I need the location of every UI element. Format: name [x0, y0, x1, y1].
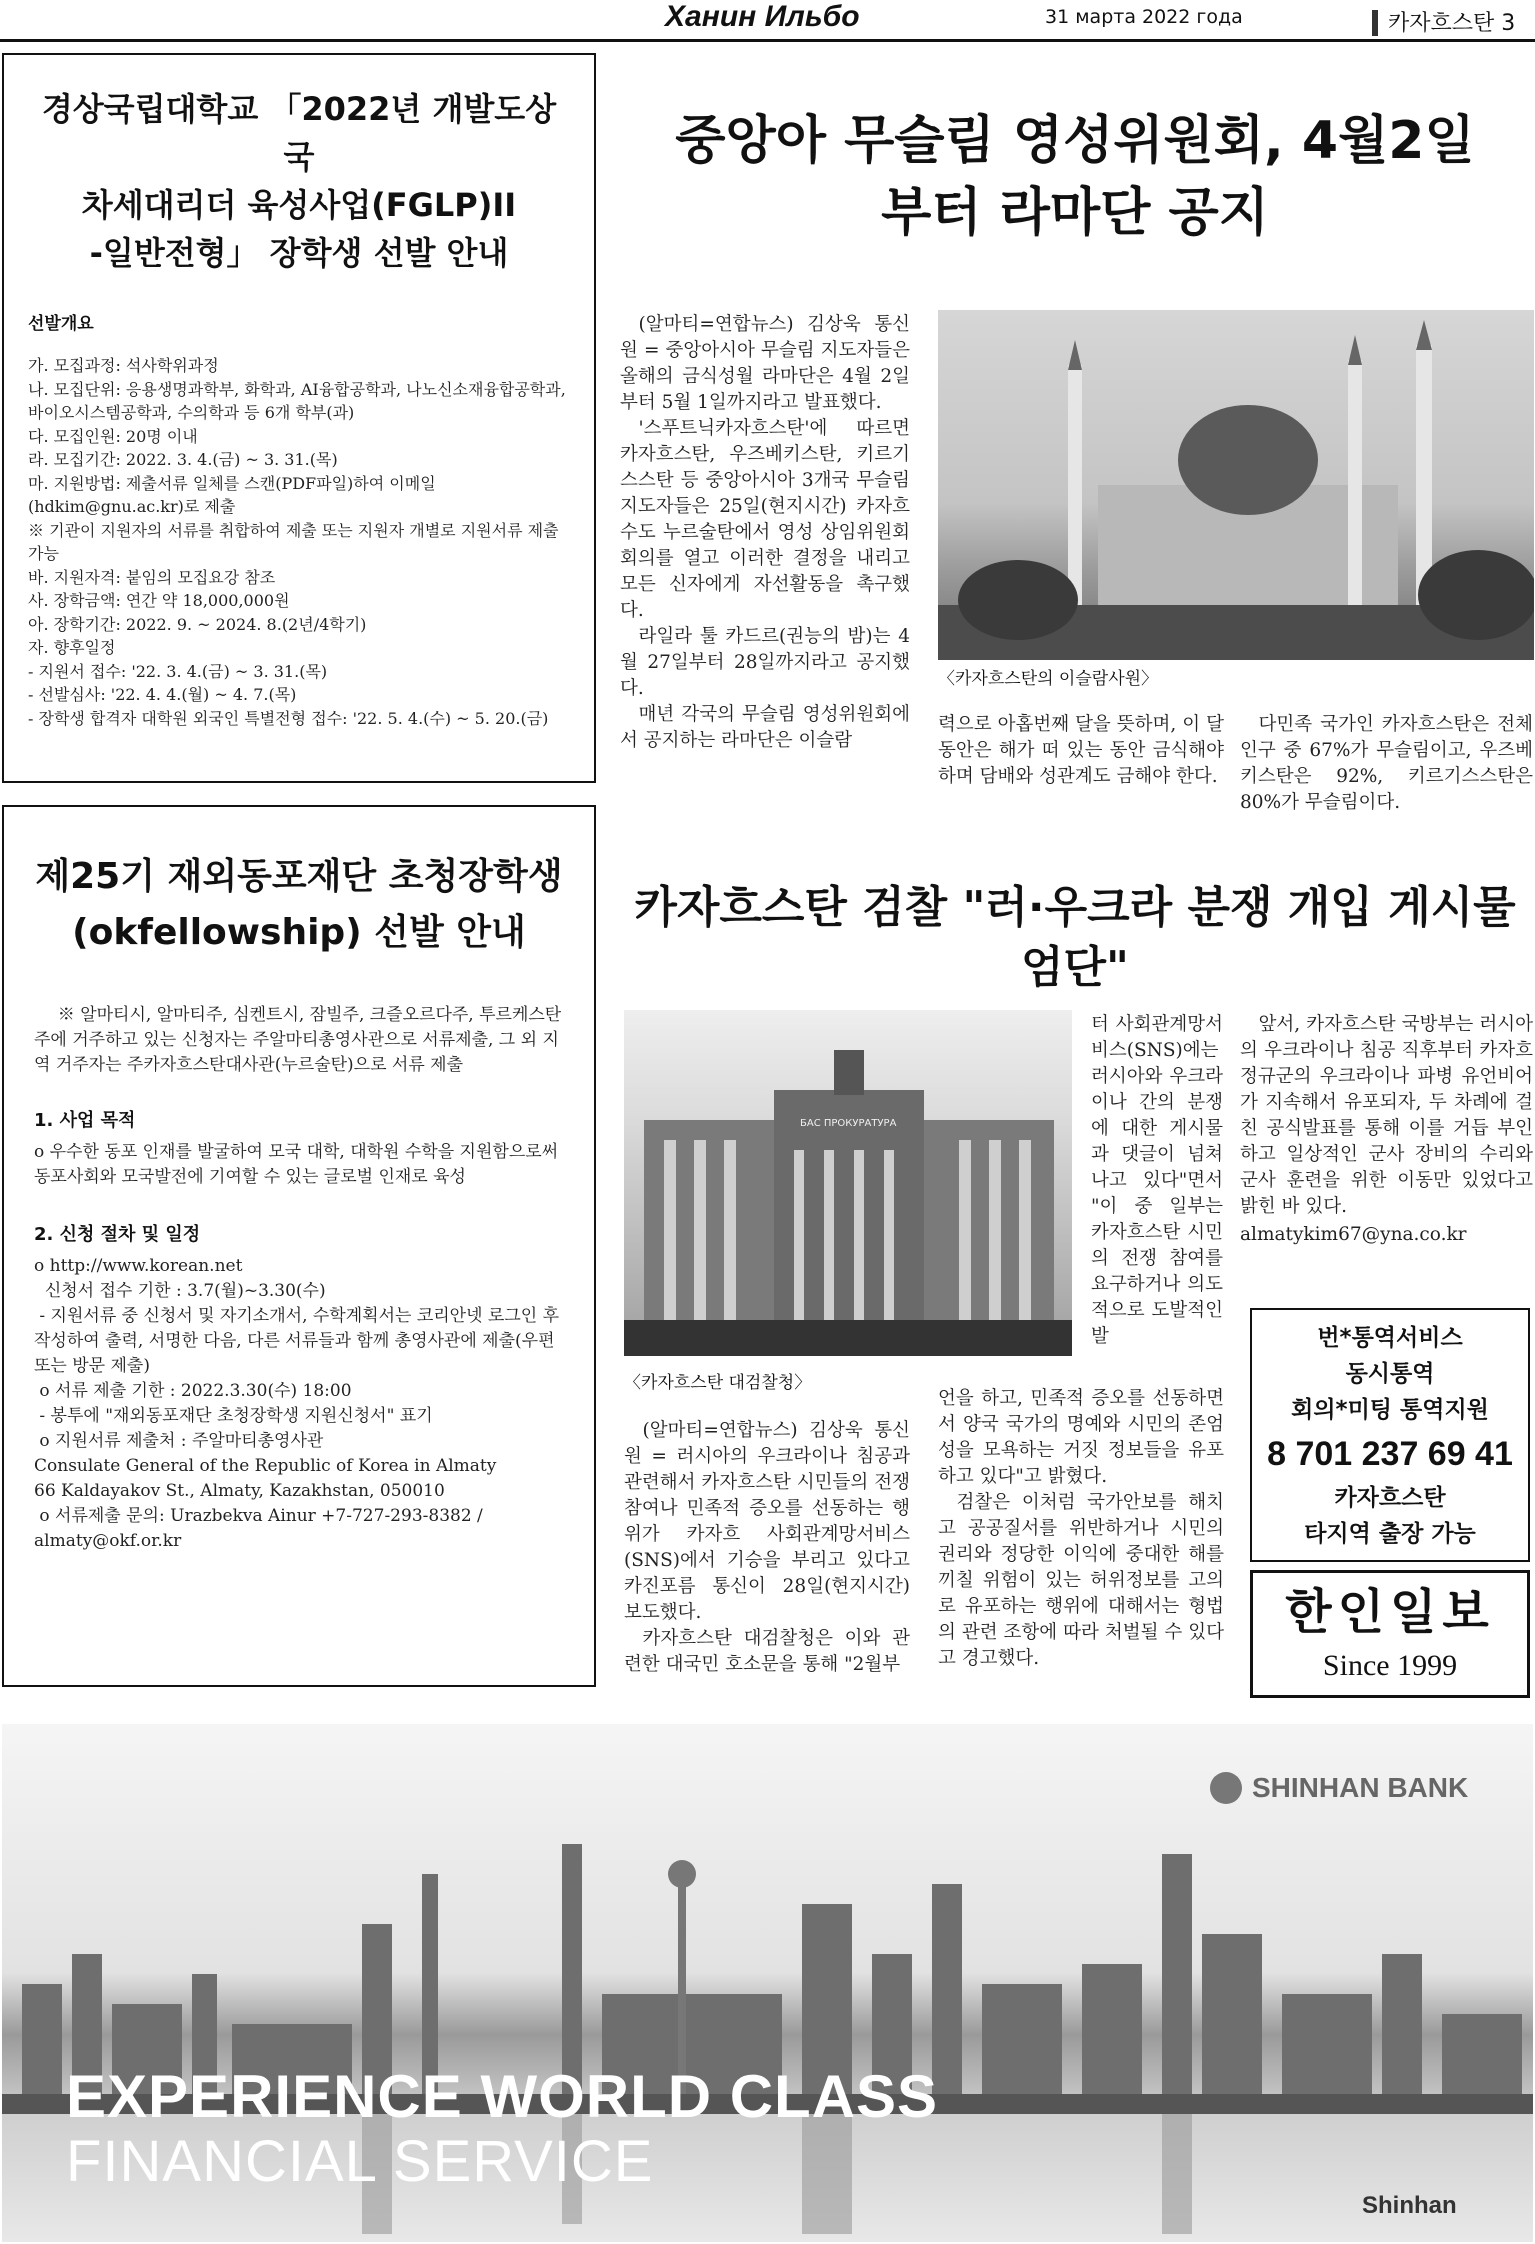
ad-line: 동시통역: [1345, 1361, 1435, 1387]
section-label: 카자흐스탄 3: [1388, 11, 1516, 36]
notice-title-line: 차세대리더 육성사업(FGLP)II: [81, 186, 517, 224]
masthead-rule: [0, 39, 1535, 42]
ad-line: 카자흐스탄: [1334, 1485, 1446, 1511]
article-paragraph: 터 사회관계망서비스(SNS)에는 러시아와 우크라이나 간의 분쟁에 대한 게시물과 댓글이 넘쳐나고 있다"면서 "이 중 일부는 카자흐스탄 시민의 전쟁 참여를 요구하거나 의도적으로 도발적인 발: [1091, 1014, 1223, 1347]
article-prosecutor-col2-top: [1091, 1012, 1223, 1350]
notice-line: 자. 향후일정: [28, 638, 116, 657]
headline-line: 부터 라마단 공지: [881, 183, 1269, 243]
since-label: Since 1999: [1322, 1649, 1458, 1682]
notice-line: 아. 장학기간: 2022. 9. ~ 2024. 8.(2년/4학기): [28, 614, 367, 634]
article-ramadan-col1: [620, 312, 910, 754]
article-paragraph: (알마티=연합뉴스) 김상욱 통신원 = 중앙아시아 무슬림 지도자들은 올해의 금식성월 라마단은 4월 2일부터 5월 1일까지라고 발표했다.: [620, 314, 910, 413]
article-paragraph: 언을 하고, 민족적 증오를 선동하면서 양국 국가의 명예와 시민의 존엄성을 모욕하는 거짓 정보들을 유포하고 있다"고 밝혔다.: [938, 1388, 1224, 1487]
notice-title-line: (okfellowship) 선발 안내: [72, 912, 526, 953]
article-paragraph: (알마티=연합뉴스) 김상욱 통신원 = 러시아의 우크라이나 침공과 관련해서 카자흐스탄 시민들의 전쟁참여나 민족적 증오를 선동하는 행위가 카자흐 사회관계망서비스(SNS)에서 기승을 부리고 있다고 카진포름 통신이 28일(현지시간) 보도했다.: [624, 1420, 910, 1623]
shinhan-logo-icon: [1210, 1772, 1242, 1804]
article-byline: almatykim67@yna.co.kr: [1240, 1224, 1467, 1245]
notice-line: - 지원서 접수: '22. 3. 4.(금) ~ 3. 31.(목): [28, 661, 328, 681]
building-sign: БАС ПРОКУРАТУРА: [800, 1118, 897, 1129]
notice-line: 66 Kaldayakov St., Almaty, Kazakhstan, 050010: [34, 1481, 445, 1501]
article-paragraph: 앞서, 카자흐스탄 국방부는 러시아의 우크라이나 침공 직후부터 카자흐 정규군의 우크라이나 파병 유언비어가 지속해서 유포되자, 두 차례에 걸친 공식발표를 통해 이를 거듭 부인하고 일상적인 군사 장비의 수리와 군사 훈련을 위한 이동만 있었다고 밝힌 바 있다.: [1240, 1014, 1533, 1217]
shinhan-corner-logo: Shinhan: [1362, 2192, 1457, 2219]
notice-section-list: [34, 1254, 564, 1554]
prosecutor-photo-caption: 〈카자흐스탄 대검찰청〉: [624, 1373, 812, 1393]
article-paragraph: 라일라 툴 카드르(권능의 밤)는 4월 27일부터 28일까지라고 공지했다.: [620, 626, 910, 699]
article-ramadan-col2: [938, 712, 1224, 790]
notice-title: [28, 85, 570, 277]
shinhan-brand-name: SHINHAN BANK: [1252, 1772, 1469, 1803]
issue-date: 31 марта 2022 года: [1045, 6, 1243, 28]
notice-section-title: 2. 신청 절차 및 일정: [34, 1224, 201, 1245]
article-prosecutor-col3: [1240, 1012, 1533, 1248]
paper-name: Ханин Ильбо: [665, 0, 860, 33]
notice-line: 나. 모집단위: 응용생명과학부, 화학과, AI융합공학과, 나노신소재융합공학과, 바이오시스템공학과, 수의학과 등 6개 학부(과): [28, 379, 571, 422]
article-prosecutor-col2-bottom: [938, 1386, 1224, 1672]
article-prosecutor-headline: 카자흐스탄 검찰 "러·우크라 분쟁 개입 게시물 엄단": [634, 882, 1516, 993]
hanin-ilbo-logo: 한인일보: [1285, 1584, 1495, 1640]
article-paragraph: 다민족 국가인 카자흐스탄은 전체인구 중 67%가 무슬림이고, 우즈베키스탄은 92%, 키르기스스탄은 80%가 무슬림이다.: [1240, 714, 1533, 813]
notice-gnu-scholarship: [2, 53, 596, 783]
mosque-illustration: [938, 310, 1534, 660]
article-prosecutor-col1: [624, 1418, 910, 1678]
shinhan-bank-ad: [2, 1724, 1533, 2242]
notice-line: o 지원서류 제출처 : 주알마티총영사관: [34, 1431, 324, 1451]
ad-phone-number: 8 701 237 69 41: [1267, 1435, 1513, 1473]
notice-intro: ※ 알마티시, 알마티주, 심켄트시, 잠빌주, 크즐오르다주, 투르케스탄주에 거주하고 있는 신청자는 주알마티총영사관으로 서류제출, 그 외 지역 거주자는 주카자흐스탄대사관(누르술탄)으로 서류 제출: [34, 1005, 562, 1075]
notice-title-line: 경상국립대학교 「2022년 개발도상국: [41, 90, 557, 176]
ad-line: 번*통역서비스: [1317, 1325, 1463, 1351]
hanin-ilbo-logo-box: [1250, 1570, 1530, 1698]
notice-title-line: -일반전형」 장학생 선발 안내: [89, 234, 509, 272]
building-illustration: [624, 1010, 1072, 1356]
article-ramadan-col3: [1240, 712, 1533, 816]
mosque-photo: [938, 310, 1534, 660]
notice-line: Consulate General of the Republic of Korea in Almaty: [34, 1456, 497, 1476]
notice-line: - 봉투에 "재외동포재단 초청장학생 지원신청서" 표기: [34, 1406, 433, 1426]
notice-line: ※ 기관이 지원자의 서류를 취합하여 제출 또는 지원자 개별로 지원서류 제출 가능: [28, 520, 564, 563]
section-marker: [1372, 10, 1378, 36]
notice-line: 바. 지원자격: 붙임의 모집요강 참조: [28, 567, 276, 587]
notice-line: o 서류제출 문의: Urazbekva Ainur +7-727-293-8382 / almaty@okf.or.kr: [34, 1506, 489, 1551]
notice-okf-scholarship: [2, 805, 596, 1687]
ad-slogan-line2: FINANCIAL SERVICE: [66, 2129, 654, 2194]
article-paragraph: 검찰은 이처럼 국가안보를 해치고 공공질서를 위반하거나 시민의 권리와 정당한 이익에 중대한 해를 끼칠 위험이 있는 허위정보를 고의로 유포하는 행위에 대해서는 형법의 관련 조항에 따라 처벌될 수 있다고 경고했다.: [938, 1492, 1224, 1669]
notice-line: - 지원서류 중 신청서 및 자기소개서, 수학계획서는 코리안넷 로그인 후 작성하여 출력, 서명한 다음, 다른 서류들과 함께 총영사관에 제출(우편 또는 방문 제출): [34, 1306, 565, 1376]
notice-line: - 선발심사: '22. 4. 4.(월) ~ 4. 7.(목): [28, 685, 297, 704]
notice-line: o 서류 제출 기한 : 2022.3.30(수) 18:00: [34, 1381, 352, 1401]
notice-line: 마. 지원방법: 제출서류 일체를 스캔(PDF파일)하여 이메일(hdkim@gnu.ac.kr)로 제출: [28, 473, 436, 516]
notice-section-title: 선발개요: [28, 314, 94, 334]
notice-line: 가. 모집과정: 석사학위과정: [28, 356, 219, 375]
ad-line: 회의*미팅 통역지원: [1291, 1397, 1489, 1423]
mosque-photo-caption: 〈카자흐스탄의 이슬람사원〉: [938, 669, 1159, 689]
notice-section-title: 1. 사업 목적: [34, 1110, 136, 1131]
notice-line: 라. 모집기간: 2022. 3. 4.(금) ~ 3. 31.(목): [28, 450, 338, 469]
notice-line: 신청서 접수 기한 : 3.7(월)~3.30(수): [34, 1281, 326, 1301]
notice-title-line: 제25기 재외동포재단 초청장학생: [35, 856, 563, 897]
notice-body: [28, 354, 570, 730]
article-paragraph: 력으로 아홉번째 달을 뜻하며, 이 달 동안은 해가 떠 있는 동안 금식해야 하며 담배와 성관계도 금해야 한다.: [938, 714, 1224, 787]
notice-line: o http://www.korean.net: [34, 1256, 243, 1276]
ad-line: 타지역 출장 가능: [1304, 1521, 1476, 1547]
headline-line: 중앙아 무슬림 영성위원회, 4월2일: [675, 111, 1475, 171]
article-ramadan-headline: [620, 105, 1530, 249]
article-paragraph: 매년 각국의 무슬림 영성위원회에서 공지하는 라마단은 이슬람: [620, 704, 910, 751]
prosecutor-building-photo: [624, 1010, 1072, 1356]
notice-line: 다. 모집인원: 20명 이내: [28, 426, 198, 446]
article-paragraph: '스푸트닉카자흐스탄'에 따르면 카자흐스탄, 우즈베키스탄, 키르기스스탄 등 중앙아시아 3개국 무슬림 지도자들은 25일(현지시간) 카자흐 수도 누르술탄에서 영성 상임위원회 회의를 열고 이러한 결정을 내리고 모든 신자에게 자선활동을 촉구했다.: [620, 418, 910, 621]
translation-service-ad: [1250, 1308, 1530, 1562]
ad-slogan-line1: EXPERIENCE WORLD CLASS: [66, 2063, 939, 2130]
article-paragraph: 카자흐스탄 대검찰청은 이와 관련한 대국민 호소문을 통해 "2월부: [624, 1628, 910, 1675]
notice-section-text: o 우수한 동포 인재를 발굴하여 모국 대학, 대학원 수학을 지원함으로써 동포사회와 모국발전에 기여할 수 있는 글로벌 인재로 육성: [34, 1142, 559, 1187]
notice-title: [34, 849, 564, 961]
masthead: [0, 0, 1535, 42]
notice-line: 사. 장학금액: 연간 약 18,000,000원: [28, 591, 290, 610]
shinhan-logo: [1210, 1772, 1468, 1804]
notice-line: - 장학생 합격자 대학원 외국인 특별전형 접수: '22. 5. 4.(수) ~ 5. 20.(금): [28, 708, 549, 728]
